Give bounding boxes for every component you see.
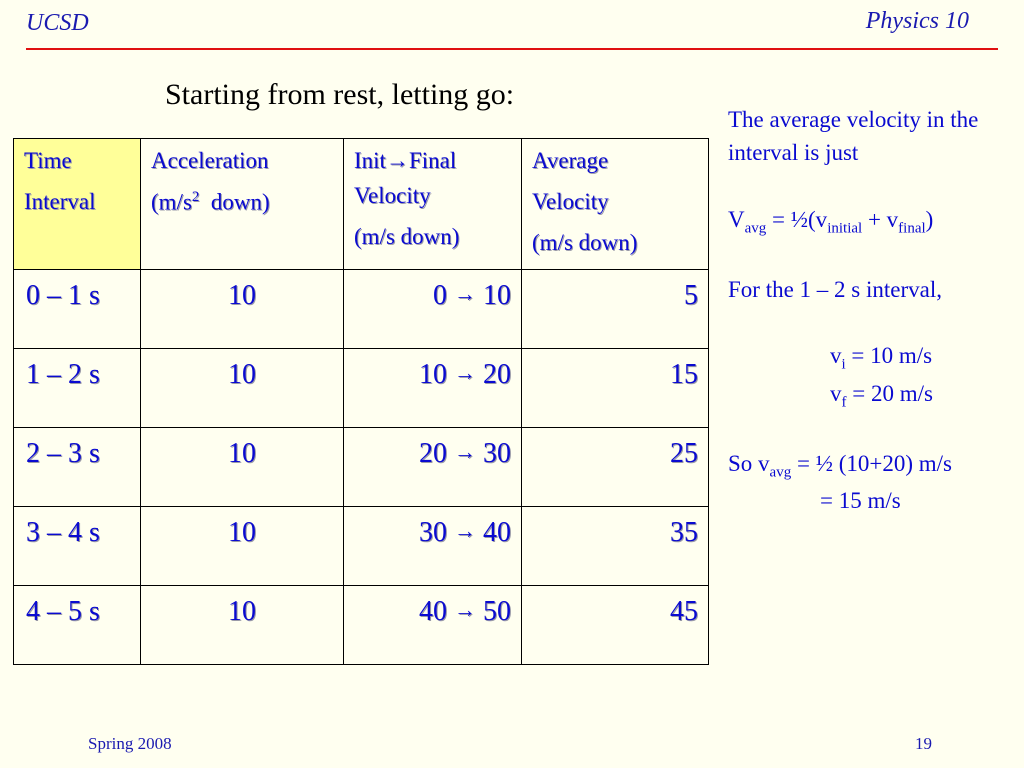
cell-acceleration: 10 <box>141 507 344 586</box>
header-course-title: Physics 10 <box>865 8 969 34</box>
cell-acceleration: 10 <box>141 349 344 428</box>
cell-interval: 3 – 4 s <box>14 507 141 586</box>
average-velocity-formula: $V_{avg}$ = $\frac{1}{2}(v_{initial} + v_{final})$ <box>728 206 934 237</box>
cell-average: 45 <box>522 586 709 665</box>
explanation-panel <box>728 103 1018 518</box>
footer-date: Spring 2008 <box>88 734 172 753</box>
explanation-intro: The average velocity in the interval is just <box>728 107 979 166</box>
table-row <box>14 428 709 507</box>
cell-interval: 2 – 3 s <box>14 428 141 507</box>
cell-velocity: 0 → 10 <box>344 270 522 349</box>
table-row <box>14 507 709 586</box>
cell-average: 25 <box>522 428 709 507</box>
cell-average: 35 <box>522 507 709 586</box>
table-row <box>14 349 709 428</box>
header-average-velocity: Average Velocity (m/s down) <box>522 139 709 270</box>
right-arrow-icon: → <box>454 597 476 623</box>
slide-number: 19 <box>915 734 932 753</box>
velocity-table <box>13 138 709 665</box>
header-time-interval: Time Interval <box>14 139 141 270</box>
table-row <box>14 270 709 349</box>
right-arrow-icon: → <box>454 281 476 307</box>
average-result: = 15 m/s <box>820 488 901 514</box>
initial-velocity-value: $v_i = 10$ m/s <box>830 343 933 373</box>
cell-acceleration: 10 <box>141 586 344 665</box>
cell-velocity: 30 → 40 <box>344 507 522 586</box>
right-arrow-icon: → <box>454 518 476 544</box>
header-ucsd: UCSD <box>26 10 89 36</box>
cell-velocity: 20 → 30 <box>344 428 522 507</box>
right-arrow-icon: → <box>385 148 409 173</box>
average-calculation: So $v_{avg}$ = ½ (10+20) m/s <box>728 451 952 481</box>
header-acceleration: Acceleration ($m/s^2$ down) <box>141 139 344 270</box>
cell-interval: 1 – 2 s <box>14 349 141 428</box>
example-interval-text: For the 1 – 2 s interval, <box>728 277 942 303</box>
cell-velocity: 10 → 20 <box>344 349 522 428</box>
cell-acceleration: 10 <box>141 270 344 349</box>
slide-subtitle: Starting from rest, letting go: <box>165 78 515 111</box>
cell-acceleration: 10 <box>141 428 344 507</box>
cell-velocity: 40 → 50 <box>344 586 522 665</box>
final-velocity-value: $v_f = 20$ m/s <box>830 380 933 411</box>
header-divider <box>26 48 998 50</box>
table-header-row <box>14 139 709 270</box>
right-arrow-icon: → <box>454 439 476 465</box>
cell-interval: 4 – 5 s <box>14 586 141 665</box>
cell-interval: 0 – 1 s <box>14 270 141 349</box>
cell-average: 5 <box>522 270 709 349</box>
table-row <box>14 586 709 665</box>
right-arrow-icon: → <box>454 360 476 386</box>
header-init-final-velocity: Init→Final Velocity (m/s down) <box>344 139 522 270</box>
cell-average: 15 <box>522 349 709 428</box>
